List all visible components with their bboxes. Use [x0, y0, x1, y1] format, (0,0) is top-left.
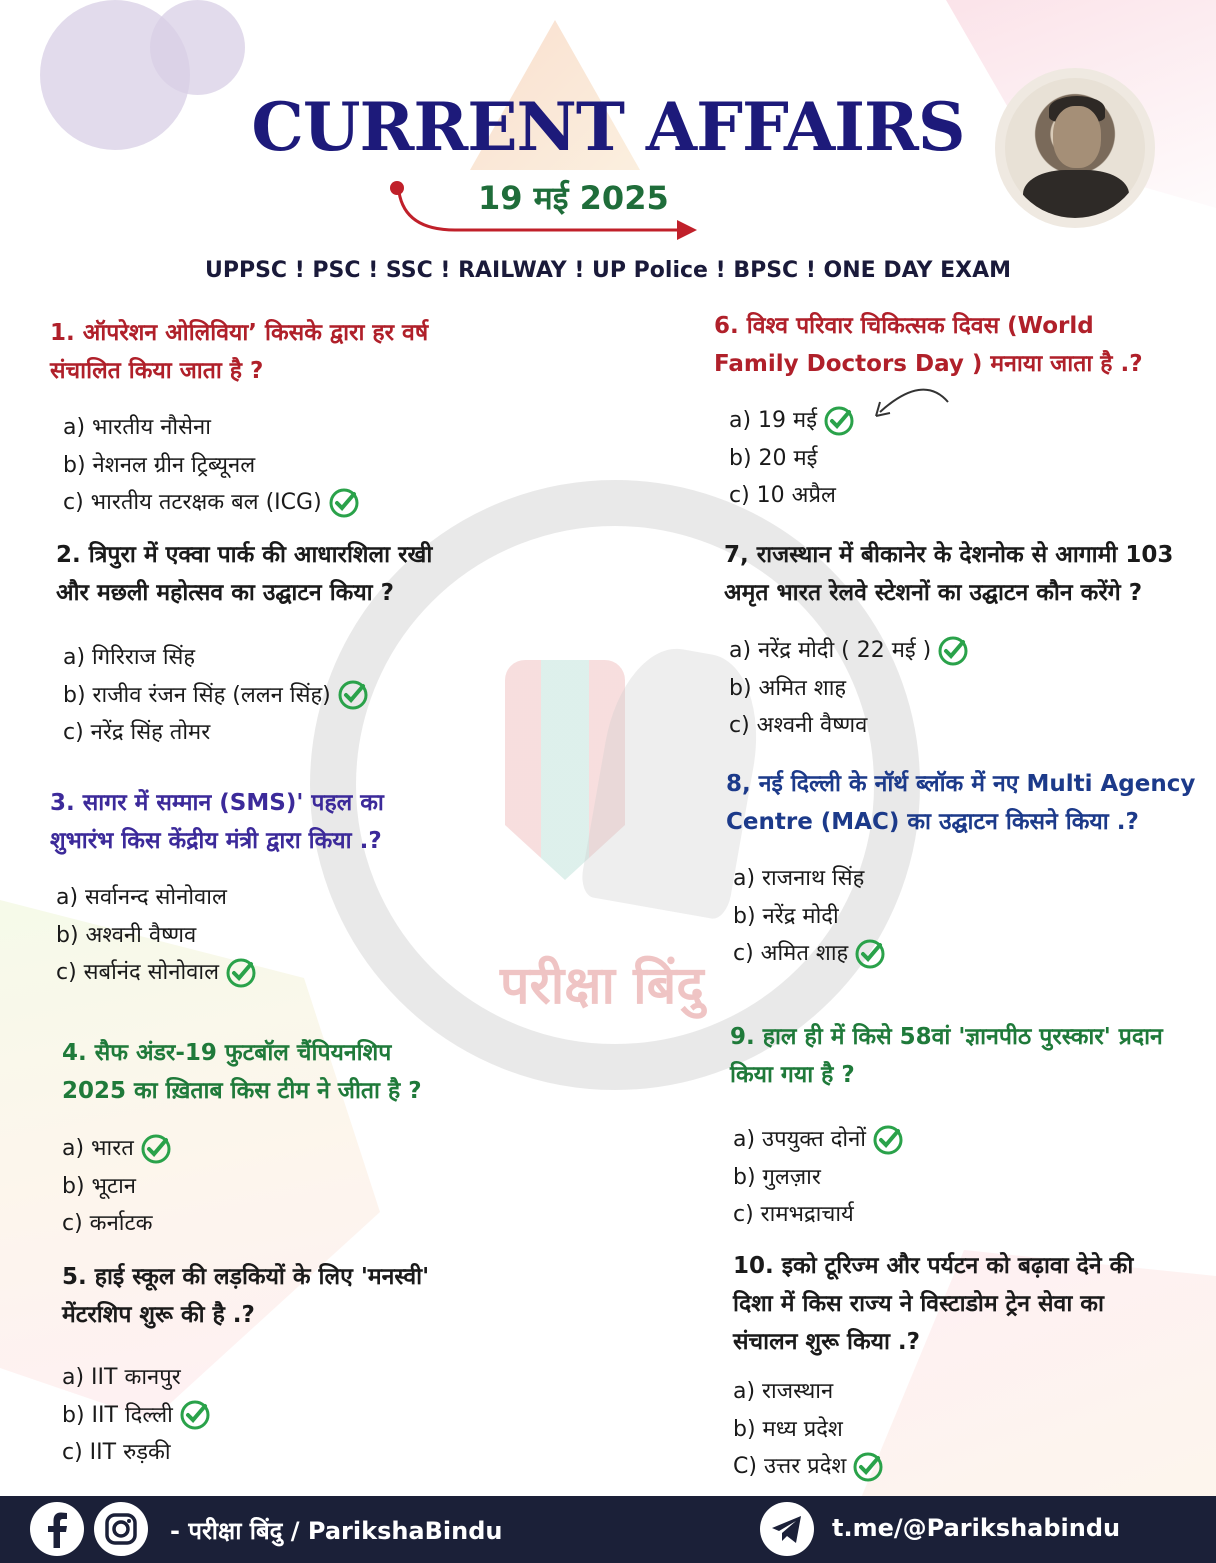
option: a) राजस्थान — [733, 1379, 834, 1404]
option: b) 20 मई — [729, 445, 818, 471]
options-2 — [63, 639, 369, 752]
option-correct: b) राजीव रंजन सिंह (ललन सिंह) — [63, 677, 369, 715]
option: a) भारतीय नौसेना — [63, 415, 211, 440]
instagram-icon[interactable] — [94, 1502, 148, 1556]
pointer-arrow-icon — [868, 378, 952, 422]
footer-telegram-link[interactable]: t.me/@Parikshabindu — [832, 1514, 1121, 1542]
question-8: 8, नई दिल्ली के नॉर्थ ब्लॉक में नए Multi Agency Centre (MAC) का उद्घाटन किसने किया .? — [726, 771, 1196, 835]
option-correct: c) सर्बानंद सोनोवाल — [56, 954, 257, 992]
question-6: 6. विश्व परिवार चिकित्सक दिवस (World Family Doctors Day ) मनाया जाता है .? — [714, 313, 1143, 377]
options-7 — [729, 632, 969, 745]
question-2: 2. त्रिपुरा में एक्वा पार्क की आधारशिला रखी और मछली महोत्सव का उद्घाटन किया ? — [56, 542, 433, 606]
page-title: CURRENT AFFAIRS — [251, 88, 965, 166]
check-icon — [328, 487, 360, 519]
options-3 — [56, 879, 257, 992]
option-correct: a) भारत — [62, 1130, 172, 1168]
footer-bar — [0, 1496, 1216, 1563]
check-icon — [179, 1399, 211, 1431]
option: c) 10 अप्रैल — [729, 483, 836, 508]
option: b) नरेंद्र मोदी — [733, 903, 839, 929]
decor-circle — [150, 0, 245, 95]
exam-list: UPPSC ! PSC ! SSC ! RAILWAY ! UP Police ! BPSC ! ONE DAY EXAM — [204, 258, 1012, 283]
option: a) राजनाथ सिंह — [733, 866, 865, 891]
check-icon — [872, 1124, 904, 1156]
check-icon — [823, 405, 855, 437]
question-10: 10. इको टूरिज्म और पर्यटन को बढ़ावा देने की दिशा में किस राज्य ने विस्टाडोम ट्रेन सेवा का संचालन शुरू किया .? — [733, 1253, 1134, 1355]
option: a) सर्वानन्द सोनोवाल — [56, 885, 227, 910]
avatar — [995, 68, 1155, 228]
telegram-icon[interactable] — [760, 1502, 814, 1556]
question-9: 9. हाल ही में किसे 58वां 'ज्ञानपीठ पुरस्कार' प्रदान किया गया है ? — [730, 1024, 1163, 1088]
check-icon — [854, 938, 886, 970]
options-8 — [733, 860, 886, 973]
option: b) गुलज़ार — [733, 1164, 821, 1190]
option: a) IIT कानपुर — [62, 1365, 181, 1390]
option: b) भूटान — [62, 1173, 137, 1199]
option: c) IIT रुड़की — [62, 1440, 171, 1465]
check-icon — [225, 957, 257, 989]
option-correct: C) उत्तर प्रदेश — [733, 1448, 884, 1486]
option: b) अश्वनी वैष्णव — [56, 922, 197, 948]
option-correct: a) 19 मई — [729, 402, 855, 440]
check-icon — [140, 1133, 172, 1165]
question-7: 7, राजस्थान में बीकानेर के देशनोक से आगामी 103 अमृत भारत रेलवे स्टेशनों का उद्घाटन कौन करेंगे ? — [724, 542, 1174, 606]
option: b) मध्य प्रदेश — [733, 1416, 843, 1442]
options-6 — [729, 402, 855, 515]
facebook-icon[interactable] — [30, 1502, 84, 1556]
option: b) नेशनल ग्रीन ट्रिब्यूनल — [63, 452, 256, 478]
options-9 — [733, 1121, 904, 1234]
question-1: 1. ऑपरेशन ओलिविया’ किसके द्वारा हर वर्ष संचालित किया जाता है ? — [50, 320, 429, 384]
check-icon — [337, 679, 369, 711]
check-icon — [937, 635, 969, 667]
options-1 — [63, 409, 360, 522]
option-correct: c) भारतीय तटरक्षक बल (ICG) — [63, 484, 360, 522]
option: b) अमित शाह — [729, 675, 847, 701]
option-correct: a) नरेंद्र मोदी ( 22 मई ) — [729, 632, 969, 670]
option: a) गिरिराज सिंह — [63, 645, 196, 670]
question-3: 3. सागर में सम्मान (SMS)' पहल का शुभारंभ किस केंद्रीय मंत्री द्वारा किया .? — [50, 790, 384, 854]
question-5: 5. हाई स्कूल की लड़कियों के लिए 'मनस्वी' मेंटरशिप शुरू की है .? — [62, 1264, 430, 1328]
date-label: 19 मई 2025 — [478, 179, 669, 217]
options-5 — [62, 1359, 211, 1472]
watermark-text: परीक्षा बिंदु — [500, 956, 704, 1016]
option: c) नरेंद्र सिंह तोमर — [63, 720, 211, 745]
option: c) रामभद्राचार्य — [733, 1202, 854, 1227]
option: c) अश्वनी वैष्णव — [729, 713, 868, 738]
option-correct: b) IIT दिल्ली — [62, 1397, 211, 1435]
check-icon — [852, 1451, 884, 1483]
options-4 — [62, 1130, 172, 1243]
footer-social-handle[interactable]: - परीक्षा बिंदु / ParikshaBindu — [170, 1517, 503, 1545]
options-10 — [733, 1373, 884, 1486]
question-4: 4. सैफ अंडर-19 फुटबॉल चैंपियनशिप 2025 का ख़िताब किस टीम ने जीता है ? — [62, 1040, 422, 1104]
option: c) कर्नाटक — [62, 1211, 153, 1236]
option-correct: a) उपयुक्त दोनों — [733, 1121, 904, 1159]
option-correct: c) अमित शाह — [733, 935, 886, 973]
